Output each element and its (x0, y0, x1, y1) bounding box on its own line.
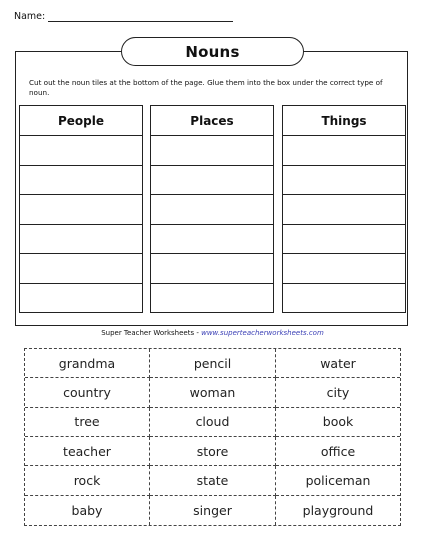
noun-tile[interactable]: cloud (150, 408, 276, 437)
column-blank-row (283, 225, 405, 255)
column-blank-row (151, 284, 273, 314)
column-blank-row (20, 225, 142, 255)
noun-tile[interactable]: singer (150, 496, 276, 525)
column-blank-row (151, 136, 273, 166)
noun-tile[interactable]: rock (25, 466, 150, 495)
noun-tile[interactable]: teacher (25, 437, 150, 466)
page-title: Nouns (121, 37, 304, 66)
noun-tile[interactable]: pencil (150, 349, 276, 378)
column-blank-row (151, 225, 273, 255)
noun-tile[interactable]: state (150, 466, 276, 495)
noun-tiles-grid (24, 348, 401, 526)
column-blank-row (283, 195, 405, 225)
column-places (150, 105, 274, 313)
noun-tile[interactable]: office (276, 437, 400, 466)
column-blank-row (283, 136, 405, 166)
column-blank-row (20, 195, 142, 225)
column-blank-row (151, 166, 273, 196)
column-header-things: Things (283, 106, 405, 136)
column-people (19, 105, 143, 313)
column-blank-row (151, 195, 273, 225)
column-blank-row (283, 284, 405, 314)
column-blank-row (20, 166, 142, 196)
footer-prefix: Super Teacher Worksheets - (101, 329, 202, 337)
column-blank-row (151, 254, 273, 284)
noun-tile[interactable]: city (276, 378, 400, 407)
column-blank-row (20, 136, 142, 166)
column-blank-row (20, 284, 142, 314)
name-field-row (14, 11, 233, 22)
noun-tile[interactable]: baby (25, 496, 150, 525)
noun-tile[interactable]: woman (150, 378, 276, 407)
noun-tile[interactable]: policeman (276, 466, 400, 495)
noun-tile[interactable]: water (276, 349, 400, 378)
noun-tile[interactable]: book (276, 408, 400, 437)
footer-url: www.superteacherworksheets.com (201, 329, 324, 337)
column-header-places: Places (151, 106, 273, 136)
noun-tile[interactable]: store (150, 437, 276, 466)
instructions-text: Cut out the noun tiles at the bottom of the page. Glue them into the box under the correct type of noun. (29, 78, 383, 97)
noun-tile[interactable]: grandma (25, 349, 150, 378)
column-blank-row (283, 166, 405, 196)
column-things (282, 105, 406, 313)
column-header-people: People (20, 106, 142, 136)
name-label: Name: (14, 11, 46, 22)
noun-tile[interactable]: playground (302, 502, 374, 518)
noun-tile[interactable]: tree (25, 408, 150, 437)
noun-tile[interactable]: country (25, 378, 150, 407)
name-blank-line (48, 11, 233, 22)
column-blank-row (283, 254, 405, 284)
footer-credit (0, 329, 425, 337)
column-blank-row (20, 254, 142, 284)
